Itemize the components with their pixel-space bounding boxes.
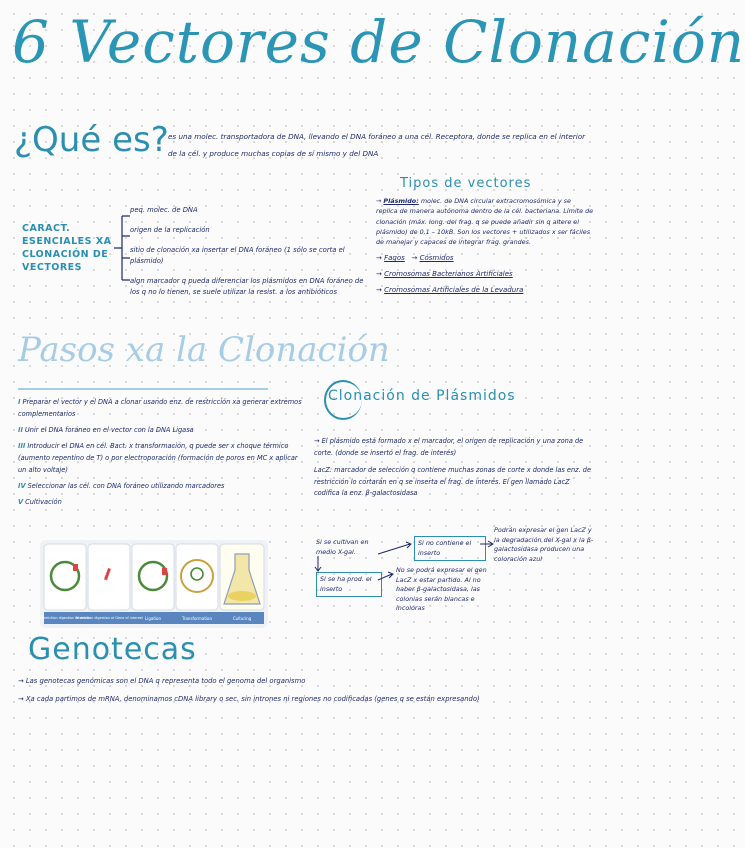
pasos-heading: Pasos xa la Clonación <box>18 330 390 370</box>
diagram-arrows <box>300 530 600 600</box>
step-item: III Introducir el DNA en cél. Bact. x transformación, q puede ser x choque térmico (aumento repentino de T) o por electroporación (formación de poros en MC x aplicar un alto voltaje) <box>18 442 298 474</box>
plasmidos-text <box>314 436 596 500</box>
tipos-row-2: → Cromosomas Bacterianos Artificiales <box>376 270 513 279</box>
diagram-blancas-text: No se podrá expresar el gen LacZ x estar partido. Al no haber β-galactosidasa, las colonias serán blancas e incoloras <box>396 566 487 612</box>
figure-label: Restriction digestion of vector <box>39 616 91 620</box>
cloning-steps-figure <box>40 540 268 628</box>
tipos-row-3: → Cromosomas Artificiales de la Levadura <box>376 286 524 295</box>
plasmido-desc: molec. de DNA circular extracromosómica y se replica de manera autónoma dentro de la cél. bacteriana. Límite de clonación (máx. long. del frag. q se puede añadir sin q altere el plásmido) de 0,1 – 10kB. Son los vectores + utilizados x ser fáciles de manejar y capaces de integrar frag. grandes. <box>376 197 594 247</box>
que-es-heading: ¿Qué es? <box>14 120 169 160</box>
page-title: 6 Vectores de Clonación <box>12 8 745 76</box>
plasmidos-heading: Clonación de Plásmidos <box>328 388 516 404</box>
plasmidos-p2: LacZ: marcador de selección q contiene muchas zonas de corte x donde las enz. de restricción lo cortarán en q se inserta el frag. de interés. El gen llamado LacZ codifica la enz. β-galactosidasa <box>314 466 592 497</box>
que-es-text: es una molec. transportadora de DNA, llevando el DNA foráneo a una cél. Receptora, donde se replica en el interior de la cél. y produce muchas copias de sí mismo y del DNA <box>168 132 586 158</box>
tipo-item: Fagos <box>384 254 405 263</box>
plasmido-label: Plásmido: <box>383 197 419 205</box>
tipo-item: Cósmidos <box>419 254 454 263</box>
genotecas-line: → Xa cada partimos de mRNA, denominamos cDNA library o sec. sin intrones ni regiones no codificadas (genes q se están expresando) <box>18 695 480 703</box>
diagram-box-no-inserto: Si no contiene el inserto <box>414 536 486 561</box>
figure-label: Culturing <box>232 616 252 621</box>
caract-item: peq. molec. de DNA <box>130 206 198 214</box>
figure-label: Restriction digestion of Gene of interest <box>75 616 143 620</box>
diagram-box-inserto: Si se ha prod. el inserto <box>316 572 382 597</box>
tipo-item: Cromosomas Bacterianos Artificiales <box>384 270 513 279</box>
step-item: II Unir el DNA foráneo en el vector con la DNA Ligasa <box>18 426 194 434</box>
caract-item: sitio de clonación xa insertar el DNA foráneo (1 sólo se corta el plásmido) <box>130 246 345 265</box>
step-item: V Cultivación <box>18 498 62 506</box>
diagram-azul-text: Podrán expresar el gen LacZ y la degradación del X-gal x la β-galactosidasa producen una coloración azul <box>494 526 594 563</box>
genotecas-text <box>18 672 596 708</box>
caract-bracket <box>112 212 132 286</box>
figure-label: Ligation <box>145 616 161 621</box>
genotecas-line: → Las genotecas genómicas son el DNA q representa todo el genoma del organismo <box>18 677 306 685</box>
tipo-item: Cromosomas Artificiales de la Levadura <box>384 286 524 295</box>
step-item: I Preparar el vector y el DNA a clonar usando enz. de restricción xa generar extremos complementarios <box>18 398 302 418</box>
genotecas-heading: Genotecas <box>28 632 197 667</box>
caract-list <box>130 205 370 307</box>
tipos-heading: Tipos de vectores <box>400 176 532 191</box>
cloning-figure-graphic <box>40 540 268 628</box>
caract-item: origen de la replicación <box>130 226 210 234</box>
plasmidos-p1: → El plásmido está formado x el marcador, el origen de replicación y una zona de corte. (donde se insertó el frag. de interés) <box>314 437 584 457</box>
diagram-medio-xgal: Si se cultivan en medio X-gal. <box>316 538 369 556</box>
pasos-underline <box>18 388 268 390</box>
tipos-section: → Plásmido: molec. de DNA circular extracromosómica y se replica de manera autónoma dentro de la cél. bacteriana. Límite de clonación (máx. long. del frag. q se puede añadir sin q altere el plásmido) de 0,1 – 10kB. Son los vectores + utilizados x ser fáciles de manejar y capaces de integrar frag. grandes. → Fagos → Cósmidos → Cromosomas Bacterianos Artificiales → Cromosomas Artificiales de la Levadura <box>376 197 594 295</box>
step-item: IV Seleccionar las cél. con DNA foráneo utilizando marcadores <box>18 482 225 490</box>
caract-heading: CARACT. ESENCIALES XA CLONACIÓN DE VECTORES <box>22 223 112 273</box>
tipos-row-1: → Fagos → Cósmidos <box>376 254 454 263</box>
pasos-list <box>18 396 304 512</box>
figure-label: Transformation <box>181 616 213 621</box>
caract-item: algn marcador q pueda diferenciar los plásmidos en DNA foráneo de los q no lo tienen, se suele utilizar la resist. a los antibióticos <box>130 277 364 296</box>
